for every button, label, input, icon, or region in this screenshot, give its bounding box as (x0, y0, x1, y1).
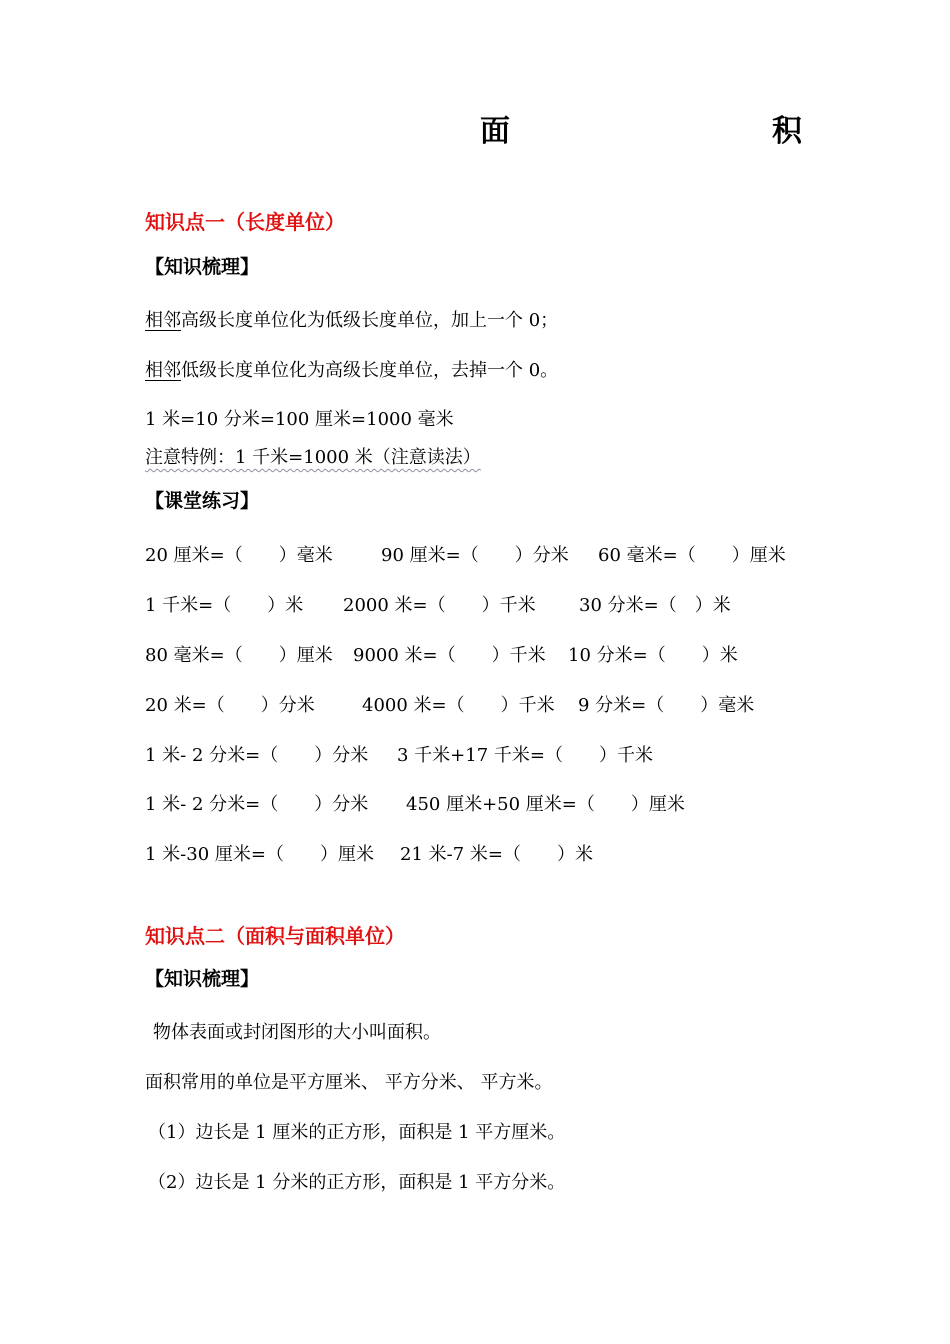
section-1-review-label: 【知识梳理】 (145, 256, 260, 278)
exercise-4-2: 4000 米=（ ）千米 (362, 695, 555, 716)
exercise-7-2: 21 米-7 米=（ ）米 (400, 844, 593, 865)
area-item-1: （1）边长是 1 厘米的正方形，面积是 1 平方厘米。 (148, 1122, 566, 1143)
exercise-2-3: 30 分米=（ ）米 (579, 595, 731, 616)
length-conversion: 1 米=10 分米=100 厘米=1000 毫米 (145, 409, 454, 430)
section-1-heading: 知识点一（长度单位） (145, 210, 345, 234)
rule-2-underlined: 相邻 (145, 360, 181, 381)
title-char-2: 积 (772, 114, 802, 149)
exercise-6-1: 1 米- 2 分米=（ ）分米 (145, 794, 369, 815)
section-2-heading: 知识点二（面积与面积单位） (145, 924, 405, 948)
rule-1-text: 高级长度单位化为低级长度单位，加上一个 0； (181, 310, 559, 331)
section-2-review-label: 【知识梳理】 (145, 968, 260, 990)
exercise-3-3: 10 分米=（ ）米 (568, 645, 738, 666)
exercise-6-2: 450 厘米+50 厘米=（ ）厘米 (406, 794, 685, 815)
exercise-1-3: 60 毫米=（ ）厘米 (598, 545, 786, 566)
area-definition: 物体表面或封闭图形的大小叫面积。 (153, 1022, 441, 1043)
special-note: 注意特例：1 千米=1000 米（注意读法） (145, 447, 481, 468)
rule-2 (145, 356, 558, 382)
exercise-3-1: 80 毫米=（ ）厘米 (145, 645, 333, 666)
area-item-2: （2）边长是 1 分米的正方形，面积是 1 平方分米。 (148, 1172, 566, 1193)
rule-1 (145, 306, 558, 332)
exercise-7-1: 1 米-30 厘米=（ ）厘米 (145, 844, 374, 865)
exercise-3-2: 9000 米=（ ）千米 (353, 645, 546, 666)
exercise-1-1: 20 厘米=（ ）毫米 (145, 545, 333, 566)
rule-2-text: 低级长度单位化为高级长度单位，去掉一个 0。 (181, 360, 559, 381)
rule-1-underlined: 相邻 (145, 310, 181, 331)
exercise-1-2: 90 厘米=（ ）分米 (381, 545, 569, 566)
exercise-5-2: 3 千米+17 千米=（ ）千米 (397, 745, 653, 766)
title-char-1: 面 (480, 114, 510, 149)
exercise-2-2: 2000 米=（ ）千米 (343, 595, 536, 616)
exercise-4-3: 9 分米=（ ）毫米 (578, 695, 755, 716)
area-units: 面积常用的单位是平方厘米、 平方分米、 平方米。 (145, 1072, 553, 1093)
practice-label: 【课堂练习】 (145, 490, 260, 512)
exercise-5-1: 1 米- 2 分米=（ ）分米 (145, 745, 369, 766)
exercise-2-1: 1 千米=（ ）米 (145, 595, 304, 616)
exercise-4-1: 20 米=（ ）分米 (145, 695, 315, 716)
